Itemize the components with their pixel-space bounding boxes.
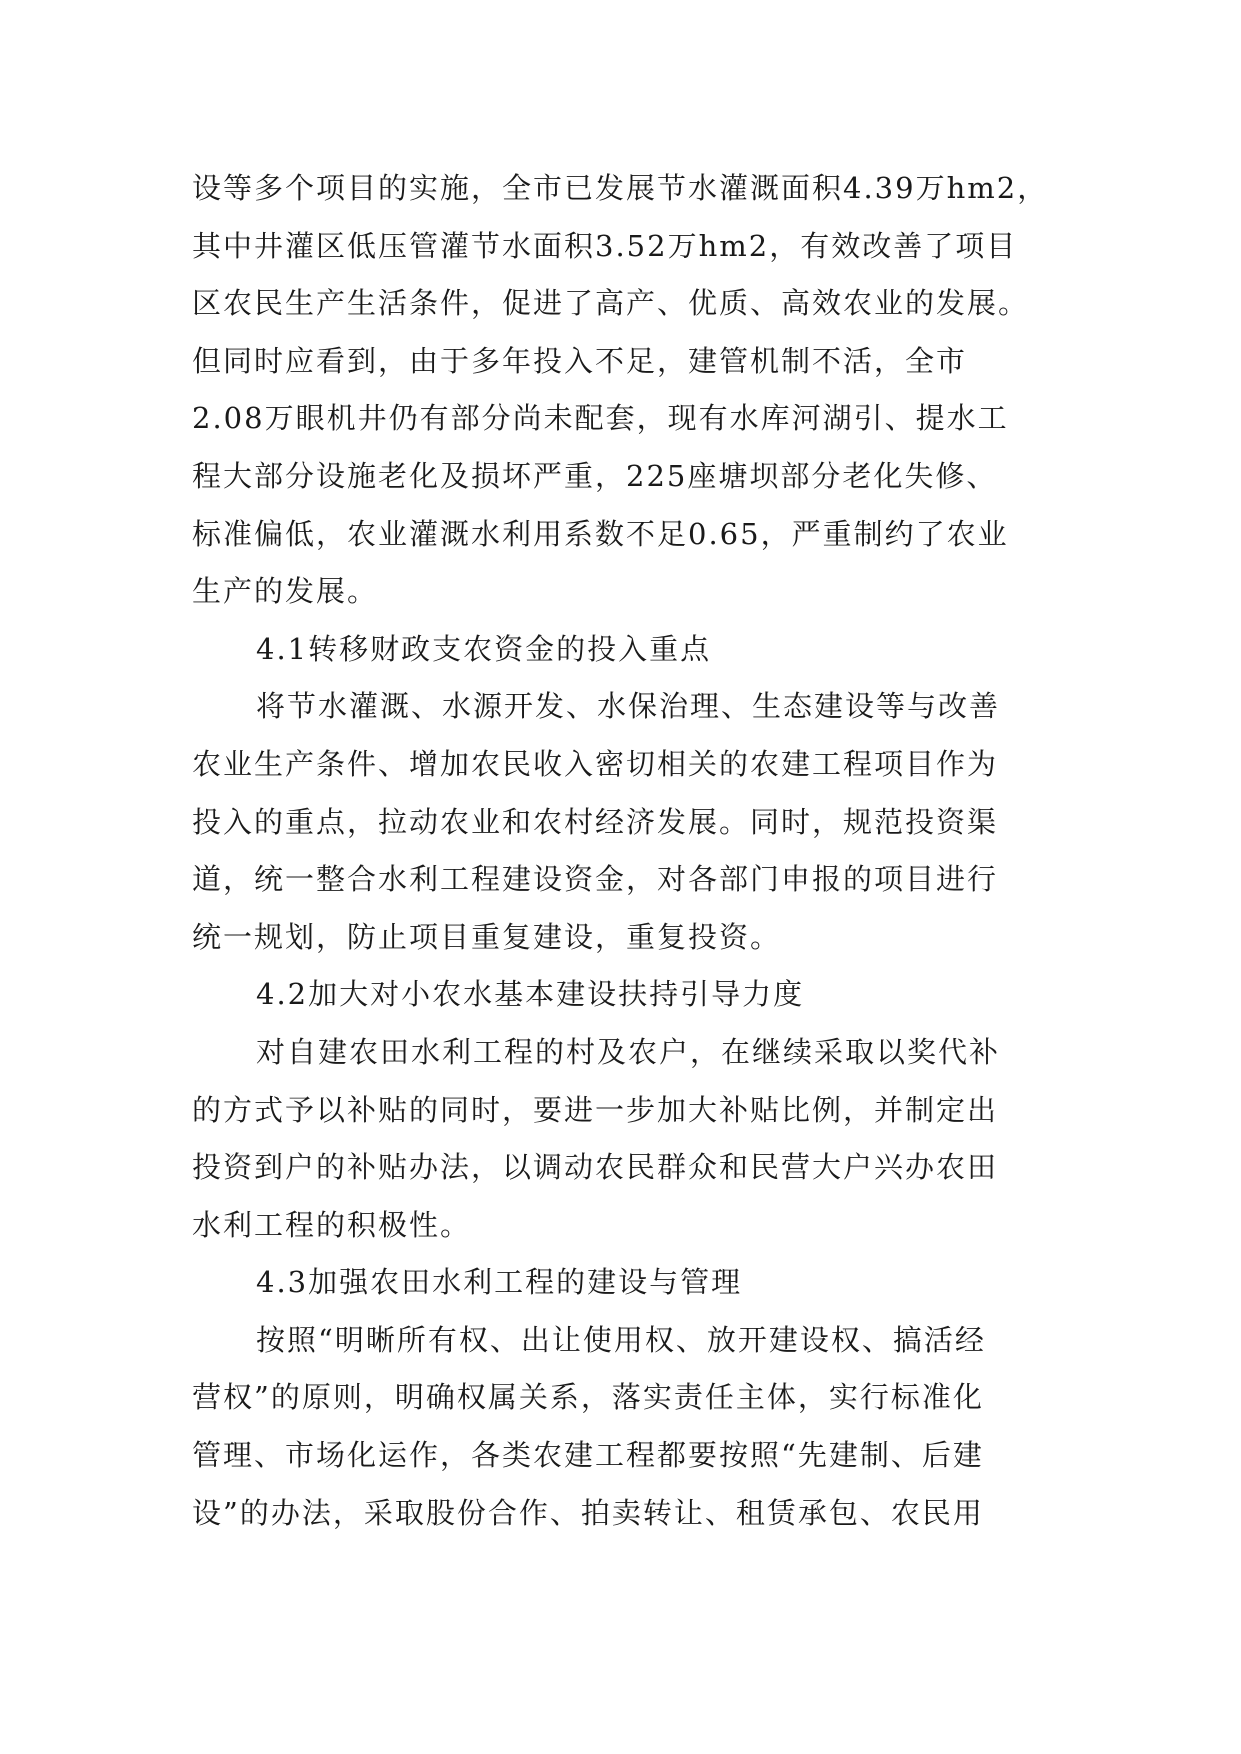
text-line: 农业生产条件、增加农民收入密切相关的农建工程项目作为 <box>192 746 999 781</box>
text-line: 其中井灌区低压管灌节水面积3.52万hm2，有效改善了项目 <box>192 228 1018 263</box>
text-line: 程大部分设施老化及损坏严重，225座塘坝部分老化失修、 <box>192 458 998 493</box>
text-line: 将节水灌溉、水源开发、水保治理、生态建设等与改善 <box>256 689 1001 724</box>
text-line: 2.08万眼机井仍有部分尚未配套，现有水库河湖引、提水工 <box>192 401 1009 436</box>
text-line: 统一规划，防止项目重复建设，重复投资。 <box>192 919 782 954</box>
text-line: 设等多个项目的实施，全市已发展节水灌溉面积4.39万hm2， <box>192 171 1049 205</box>
text-line: 的方式予以补贴的同时，要进一步加大补贴比例，并制定出 <box>192 1092 999 1127</box>
text-line: 投入的重点，拉动农业和农村经济发展。同时，规范投资渠 <box>192 804 999 839</box>
text-line: 水利工程的积极性。 <box>192 1207 472 1242</box>
text-line: 按照“明晰所有权、出让使用权、放开建设权、搞活经 <box>256 1322 986 1357</box>
text-line: 生产的发展。 <box>192 574 379 609</box>
text-line: 营权”的原则，明确权属关系，落实责任主体，实行标准化 <box>192 1380 984 1415</box>
text-line: 管理、市场化运作，各类农建工程都要按照“先建制、后建 <box>192 1438 984 1473</box>
section-heading-4-3: 4.3加强农田水利工程的建设与管理 <box>256 1265 743 1300</box>
text-line: 标准偏低，农业灌溉水利用系数不足0.65，严重制约了农业 <box>192 516 1009 551</box>
text-line: 道，统一整合水利工程建设资金，对各部门申报的项目进行 <box>192 862 999 897</box>
text-line: 区农民生产生活条件，促进了高产、优质、高效农业的发展。 <box>192 286 1030 321</box>
text-line: 设”的办法，采取股份合作、拍卖转让、租赁承包、农民用 <box>192 1495 984 1530</box>
section-heading-4-1: 4.1转移财政支农资金的投入重点 <box>256 631 712 666</box>
text-line: 对自建农田水利工程的村及农户，在继续采取以奖代补 <box>256 1034 1001 1069</box>
text-line: 投资到户的补贴办法，以调动农民群众和民营大户兴办农田 <box>192 1150 999 1185</box>
document-body <box>192 160 1062 1542</box>
text-line: 但同时应看到，由于多年投入不足，建管机制不活，全市 <box>192 343 968 378</box>
section-heading-4-2: 4.2加大对小农水基本建设扶持引导力度 <box>256 977 805 1012</box>
